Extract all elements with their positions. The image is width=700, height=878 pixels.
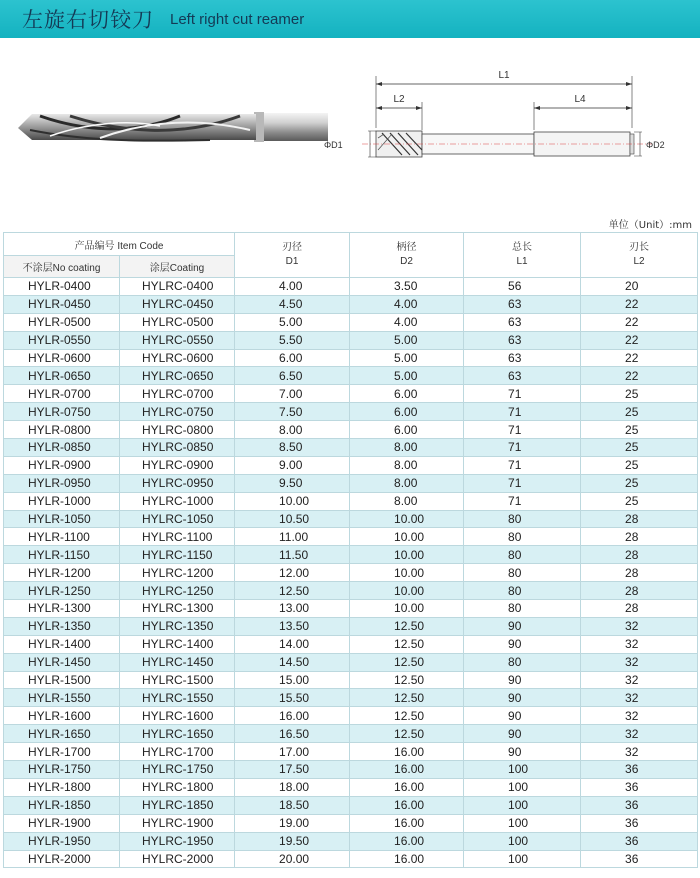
table-row <box>4 796 698 814</box>
cell-l1: 90 <box>464 743 581 761</box>
cell-l2: 25 <box>581 474 698 492</box>
table-row <box>4 474 698 492</box>
cell-l2: 25 <box>581 439 698 457</box>
cell-d2: 12.50 <box>350 671 464 689</box>
cell-d2: 12.50 <box>350 707 464 725</box>
table-row <box>4 582 698 600</box>
cell-l2: 22 <box>581 295 698 313</box>
cell-l1: 100 <box>464 832 581 850</box>
cell-l2: 32 <box>581 617 698 635</box>
cell-d2: 10.00 <box>350 600 464 618</box>
table-row <box>4 617 698 635</box>
table-row <box>4 492 698 510</box>
cell-no-coating-code: HYLR-1750 <box>4 761 120 779</box>
cell-l1: 63 <box>464 367 581 385</box>
cell-d1: 17.00 <box>235 743 350 761</box>
cell-coating-code: HYLRC-1750 <box>120 761 235 779</box>
table-row <box>4 331 698 349</box>
cell-d2: 6.00 <box>350 385 464 403</box>
cell-d1: 4.00 <box>235 278 350 296</box>
header-item-code: 产品编号 Item Code <box>4 233 235 256</box>
cell-d2: 5.00 <box>350 367 464 385</box>
cell-d2: 8.00 <box>350 474 464 492</box>
cell-d2: 6.00 <box>350 403 464 421</box>
cell-d1: 16.00 <box>235 707 350 725</box>
cell-coating-code: HYLRC-0650 <box>120 367 235 385</box>
table-row <box>4 510 698 528</box>
cell-l1: 90 <box>464 635 581 653</box>
cell-l2: 36 <box>581 850 698 868</box>
table-row <box>4 600 698 618</box>
cell-d1: 11.50 <box>235 546 350 564</box>
cell-d2: 16.00 <box>350 850 464 868</box>
header-l2 <box>581 233 698 278</box>
cell-l2: 36 <box>581 761 698 779</box>
table-row <box>4 456 698 474</box>
cell-d1: 10.00 <box>235 492 350 510</box>
cell-d2: 12.50 <box>350 725 464 743</box>
cell-l1: 63 <box>464 313 581 331</box>
cell-d1: 18.00 <box>235 778 350 796</box>
table-row <box>4 832 698 850</box>
cell-l2: 28 <box>581 546 698 564</box>
label-l2: L2 <box>393 94 405 105</box>
title-bar <box>0 0 700 38</box>
cell-l1: 80 <box>464 564 581 582</box>
header-d2-code: D2 <box>400 256 413 267</box>
cell-l2: 32 <box>581 689 698 707</box>
cell-coating-code: HYLRC-0800 <box>120 421 235 439</box>
title-chinese: 左旋右切铰刀 <box>22 8 154 32</box>
cell-l2: 28 <box>581 564 698 582</box>
table-row <box>4 564 698 582</box>
cell-no-coating-code: HYLR-1250 <box>4 582 120 600</box>
cell-l2: 36 <box>581 814 698 832</box>
cell-l1: 80 <box>464 510 581 528</box>
table-row <box>4 635 698 653</box>
cell-no-coating-code: HYLR-1400 <box>4 635 120 653</box>
cell-coating-code: HYLRC-0850 <box>120 439 235 457</box>
cell-no-coating-code: HYLR-0600 <box>4 349 120 367</box>
cell-d2: 10.00 <box>350 510 464 528</box>
table-row <box>4 761 698 779</box>
table-row <box>4 295 698 313</box>
cell-d2: 16.00 <box>350 778 464 796</box>
cell-coating-code: HYLRC-1200 <box>120 564 235 582</box>
cell-l2: 22 <box>581 331 698 349</box>
cell-no-coating-code: HYLR-1150 <box>4 546 120 564</box>
table-row <box>4 403 698 421</box>
cell-no-coating-code: HYLR-0500 <box>4 313 120 331</box>
table-row <box>4 439 698 457</box>
cell-coating-code: HYLRC-1850 <box>120 796 235 814</box>
cell-coating-code: HYLRC-0900 <box>120 456 235 474</box>
cell-coating-code: HYLRC-1050 <box>120 510 235 528</box>
cell-d1: 7.50 <box>235 403 350 421</box>
cell-d1: 12.50 <box>235 582 350 600</box>
cell-l2: 25 <box>581 421 698 439</box>
cell-l2: 32 <box>581 671 698 689</box>
header-d1-code: D1 <box>285 256 299 267</box>
cell-no-coating-code: HYLR-1200 <box>4 564 120 582</box>
table-row <box>4 671 698 689</box>
cell-coating-code: HYLRC-1450 <box>120 653 235 671</box>
cell-d2: 10.00 <box>350 528 464 546</box>
cell-no-coating-code: HYLR-1300 <box>4 600 120 618</box>
cell-no-coating-code: HYLR-2000 <box>4 850 120 868</box>
spec-table-body <box>4 278 698 868</box>
cell-l2: 25 <box>581 492 698 510</box>
spec-table <box>3 232 698 868</box>
cell-no-coating-code: HYLR-1000 <box>4 492 120 510</box>
cell-no-coating-code: HYLR-0400 <box>4 278 120 296</box>
cell-d2: 16.00 <box>350 743 464 761</box>
cell-coating-code: HYLRC-1800 <box>120 778 235 796</box>
cell-d2: 16.00 <box>350 796 464 814</box>
cell-d1: 12.00 <box>235 564 350 582</box>
cell-l1: 56 <box>464 278 581 296</box>
cell-no-coating-code: HYLR-1850 <box>4 796 120 814</box>
table-row <box>4 278 698 296</box>
cell-d2: 8.00 <box>350 439 464 457</box>
table-row <box>4 546 698 564</box>
cell-l1: 100 <box>464 850 581 868</box>
cell-no-coating-code: HYLR-0650 <box>4 367 120 385</box>
cell-d2: 12.50 <box>350 653 464 671</box>
cell-d2: 10.00 <box>350 582 464 600</box>
header-coating: 涂层Coating <box>120 256 235 278</box>
label-l4: L4 <box>574 94 586 105</box>
header-l2-cn: 刃长 <box>629 242 650 253</box>
cell-l2: 20 <box>581 278 698 296</box>
cell-d1: 9.50 <box>235 474 350 492</box>
cell-d1: 6.50 <box>235 367 350 385</box>
cell-coating-code: HYLRC-0700 <box>120 385 235 403</box>
cell-d2: 16.00 <box>350 832 464 850</box>
cell-coating-code: HYLRC-0600 <box>120 349 235 367</box>
table-row <box>4 313 698 331</box>
cell-no-coating-code: HYLR-1900 <box>4 814 120 832</box>
cell-no-coating-code: HYLR-1800 <box>4 778 120 796</box>
cell-d1: 15.00 <box>235 671 350 689</box>
cell-no-coating-code: HYLR-1500 <box>4 671 120 689</box>
cell-coating-code: HYLRC-1350 <box>120 617 235 635</box>
table-row <box>4 349 698 367</box>
cell-d1: 8.50 <box>235 439 350 457</box>
cell-l1: 100 <box>464 796 581 814</box>
cell-l1: 90 <box>464 707 581 725</box>
cell-coating-code: HYLRC-0450 <box>120 295 235 313</box>
cell-coating-code: HYLRC-0750 <box>120 403 235 421</box>
cell-l1: 80 <box>464 546 581 564</box>
cell-d2: 8.00 <box>350 456 464 474</box>
cell-l2: 28 <box>581 510 698 528</box>
unit-note: 单位（Unit）:mm <box>608 220 692 231</box>
cell-coating-code: HYLRC-0950 <box>120 474 235 492</box>
cell-d1: 13.50 <box>235 617 350 635</box>
table-row <box>4 385 698 403</box>
title-english: Left right cut reamer <box>170 10 305 28</box>
cell-no-coating-code: HYLR-1350 <box>4 617 120 635</box>
cell-l2: 25 <box>581 456 698 474</box>
cell-l1: 80 <box>464 582 581 600</box>
cell-l2: 32 <box>581 725 698 743</box>
cell-coating-code: HYLRC-1650 <box>120 725 235 743</box>
cell-l2: 32 <box>581 635 698 653</box>
cell-coating-code: HYLRC-1700 <box>120 743 235 761</box>
label-d2: ΦD2 <box>646 140 665 150</box>
label-l1: L1 <box>498 70 510 81</box>
cell-l1: 80 <box>464 653 581 671</box>
cell-coating-code: HYLRC-0500 <box>120 313 235 331</box>
cell-l2: 25 <box>581 403 698 421</box>
cell-d2: 16.00 <box>350 761 464 779</box>
header-d1 <box>235 233 350 278</box>
cell-l1: 80 <box>464 600 581 618</box>
cell-coating-code: HYLRC-1300 <box>120 600 235 618</box>
cell-coating-code: HYLRC-1250 <box>120 582 235 600</box>
cell-d1: 20.00 <box>235 850 350 868</box>
cell-l1: 90 <box>464 617 581 635</box>
table-row <box>4 689 698 707</box>
cell-d1: 9.00 <box>235 456 350 474</box>
cell-coating-code: HYLRC-0550 <box>120 331 235 349</box>
cell-d2: 4.00 <box>350 313 464 331</box>
cell-l1: 100 <box>464 814 581 832</box>
header-d2-cn: 柄径 <box>396 242 417 253</box>
cell-l2: 22 <box>581 349 698 367</box>
table-row <box>4 814 698 832</box>
cell-l1: 90 <box>464 725 581 743</box>
table-row <box>4 725 698 743</box>
reamer-photo <box>10 100 330 160</box>
cell-d1: 18.50 <box>235 796 350 814</box>
cell-l2: 22 <box>581 313 698 331</box>
cell-coating-code: HYLRC-1600 <box>120 707 235 725</box>
cell-d1: 19.50 <box>235 832 350 850</box>
header-d2 <box>350 233 464 278</box>
label-d1: ΦD1 <box>324 140 343 150</box>
cell-no-coating-code: HYLR-0550 <box>4 331 120 349</box>
dimension-diagram <box>322 58 700 178</box>
cell-l2: 28 <box>581 600 698 618</box>
cell-l1: 71 <box>464 456 581 474</box>
table-row <box>4 528 698 546</box>
cell-no-coating-code: HYLR-1700 <box>4 743 120 761</box>
cell-coating-code: HYLRC-0400 <box>120 278 235 296</box>
header-l1 <box>464 233 581 278</box>
cell-l1: 90 <box>464 671 581 689</box>
cell-d1: 5.00 <box>235 313 350 331</box>
cell-d2: 12.50 <box>350 689 464 707</box>
cell-d1: 15.50 <box>235 689 350 707</box>
cell-l1: 71 <box>464 474 581 492</box>
cell-l2: 22 <box>581 367 698 385</box>
cell-coating-code: HYLRC-1500 <box>120 671 235 689</box>
cell-coating-code: HYLRC-1550 <box>120 689 235 707</box>
header-l1-code: L1 <box>516 256 528 267</box>
cell-d2: 12.50 <box>350 635 464 653</box>
cell-d2: 10.00 <box>350 564 464 582</box>
cell-l1: 63 <box>464 331 581 349</box>
cell-l1: 71 <box>464 385 581 403</box>
cell-d1: 16.50 <box>235 725 350 743</box>
cell-l1: 63 <box>464 295 581 313</box>
cell-no-coating-code: HYLR-1550 <box>4 689 120 707</box>
table-row <box>4 707 698 725</box>
cell-d1: 7.00 <box>235 385 350 403</box>
cell-no-coating-code: HYLR-1050 <box>4 510 120 528</box>
cell-no-coating-code: HYLR-1450 <box>4 653 120 671</box>
cell-l1: 80 <box>464 528 581 546</box>
cell-l1: 100 <box>464 778 581 796</box>
cell-d1: 19.00 <box>235 814 350 832</box>
cell-d2: 16.00 <box>350 814 464 832</box>
cell-l1: 63 <box>464 349 581 367</box>
cell-no-coating-code: HYLR-1600 <box>4 707 120 725</box>
cell-no-coating-code: HYLR-0850 <box>4 439 120 457</box>
cell-no-coating-code: HYLR-1950 <box>4 832 120 850</box>
cell-d1: 8.00 <box>235 421 350 439</box>
cell-l1: 90 <box>464 689 581 707</box>
cell-no-coating-code: HYLR-0900 <box>4 456 120 474</box>
cell-no-coating-code: HYLR-1650 <box>4 725 120 743</box>
cell-d1: 11.00 <box>235 528 350 546</box>
cell-d2: 10.00 <box>350 546 464 564</box>
cell-coating-code: HYLRC-1100 <box>120 528 235 546</box>
table-row <box>4 653 698 671</box>
cell-coating-code: HYLRC-1950 <box>120 832 235 850</box>
table-row <box>4 778 698 796</box>
cell-d2: 5.00 <box>350 331 464 349</box>
cell-l1: 71 <box>464 421 581 439</box>
cell-d1: 14.50 <box>235 653 350 671</box>
cell-coating-code: HYLRC-1400 <box>120 635 235 653</box>
cell-d2: 8.00 <box>350 492 464 510</box>
header-d1-cn: 刃径 <box>282 242 303 253</box>
header-l1-cn: 总长 <box>512 242 533 253</box>
cell-d1: 14.00 <box>235 635 350 653</box>
cell-d1: 5.50 <box>235 331 350 349</box>
cell-l2: 28 <box>581 528 698 546</box>
cell-no-coating-code: HYLR-0700 <box>4 385 120 403</box>
cell-d2: 6.00 <box>350 421 464 439</box>
cell-d2: 3.50 <box>350 278 464 296</box>
cell-l2: 28 <box>581 582 698 600</box>
table-row <box>4 743 698 761</box>
table-row <box>4 421 698 439</box>
header-l2-code: L2 <box>633 256 645 267</box>
cell-d1: 17.50 <box>235 761 350 779</box>
cell-d2: 5.00 <box>350 349 464 367</box>
cell-d2: 4.00 <box>350 295 464 313</box>
cell-d2: 12.50 <box>350 617 464 635</box>
cell-d1: 6.00 <box>235 349 350 367</box>
cell-coating-code: HYLRC-1900 <box>120 814 235 832</box>
cell-l1: 71 <box>464 439 581 457</box>
cell-l1: 71 <box>464 492 581 510</box>
cell-coating-code: HYLRC-2000 <box>120 850 235 868</box>
cell-d1: 13.00 <box>235 600 350 618</box>
table-row <box>4 367 698 385</box>
cell-l1: 71 <box>464 403 581 421</box>
header-no-coating: 不涂层No coating <box>4 256 120 278</box>
cell-l1: 100 <box>464 761 581 779</box>
cell-l2: 25 <box>581 385 698 403</box>
cell-no-coating-code: HYLR-0950 <box>4 474 120 492</box>
cell-no-coating-code: HYLR-0800 <box>4 421 120 439</box>
cell-coating-code: HYLRC-1000 <box>120 492 235 510</box>
cell-l2: 36 <box>581 778 698 796</box>
cell-l2: 32 <box>581 653 698 671</box>
table-row <box>4 850 698 868</box>
cell-no-coating-code: HYLR-0450 <box>4 295 120 313</box>
cell-d1: 4.50 <box>235 295 350 313</box>
cell-l2: 36 <box>581 796 698 814</box>
cell-coating-code: HYLRC-1150 <box>120 546 235 564</box>
cell-no-coating-code: HYLR-0750 <box>4 403 120 421</box>
cell-l2: 32 <box>581 743 698 761</box>
cell-no-coating-code: HYLR-1100 <box>4 528 120 546</box>
cell-l2: 36 <box>581 832 698 850</box>
cell-l2: 32 <box>581 707 698 725</box>
cell-d1: 10.50 <box>235 510 350 528</box>
